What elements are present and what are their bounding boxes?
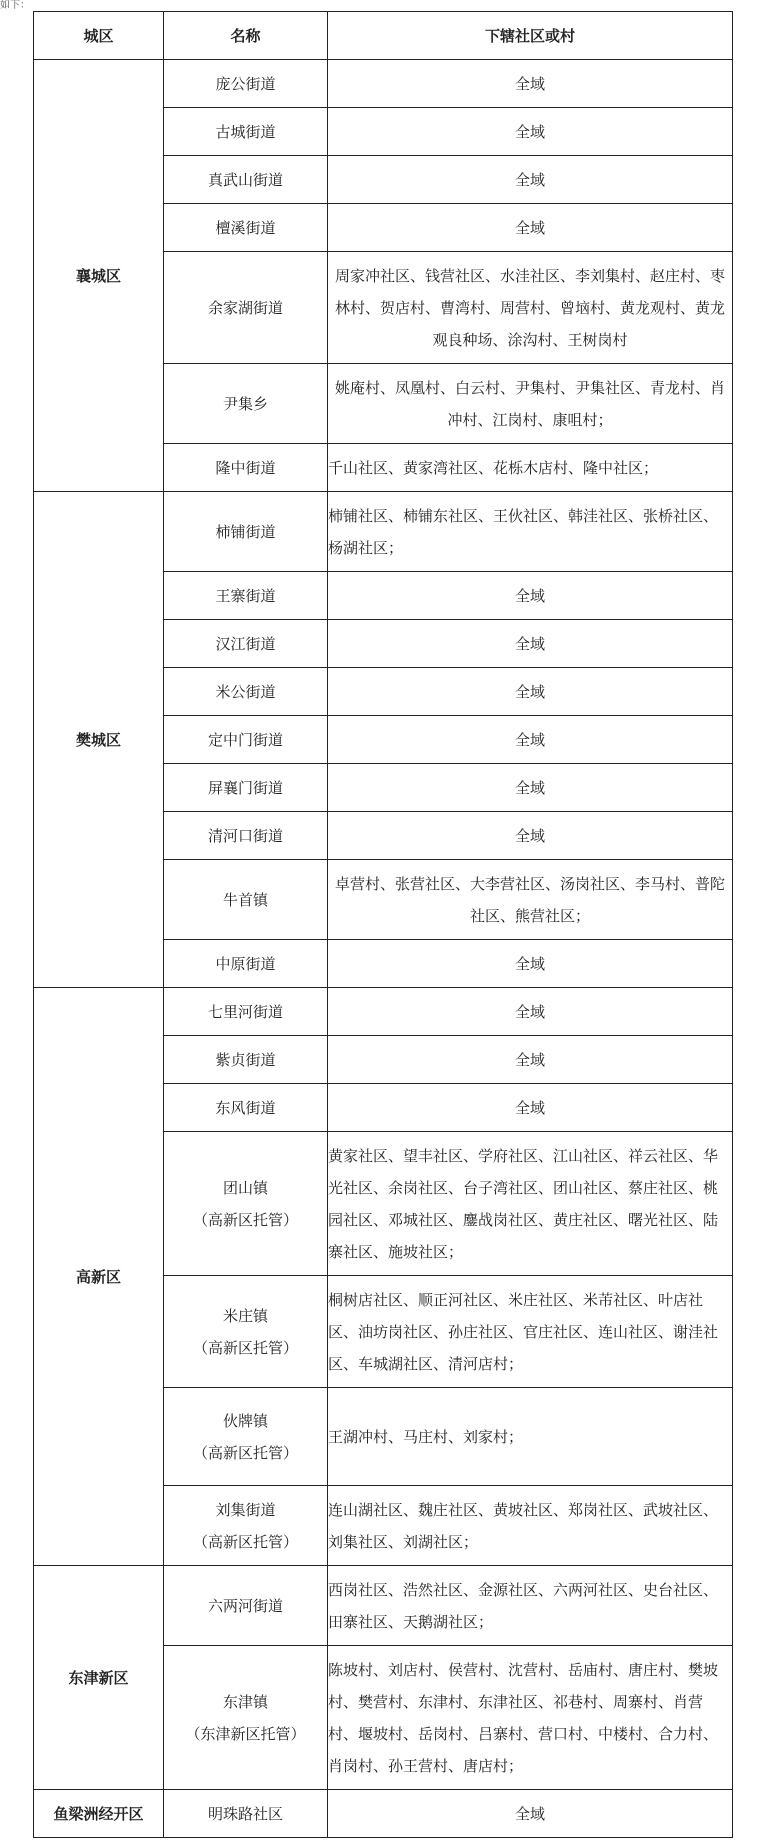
header-name: 名称 [164, 12, 328, 60]
area-cell: 王湖冲村、马庄村、刘家村； [328, 1388, 733, 1486]
area-cell: 全域 [328, 572, 733, 620]
area-cell: 全域 [328, 1790, 733, 1838]
table-header-row [34, 12, 733, 60]
area-cell: 全域 [328, 108, 733, 156]
name-note: （高新区托管） [192, 1210, 298, 1229]
area-cell: 卓营村、张营社区、大李营社区、汤岗社区、李马村、普陀社区、熊营社区； [328, 860, 733, 940]
name-cell [164, 1276, 328, 1388]
header-area: 下辖社区或村 [328, 12, 733, 60]
name-cell: 余家湖街道 [164, 252, 328, 364]
area-cell: 周家冲社区、钱营社区、水洼社区、李刘集村、赵庄村、枣林村、贺店村、曹湾村、周营村、曾垴村、黄龙观村、黄龙观良种场、涂沟村、王树岗村 [328, 252, 733, 364]
area-cell: 全域 [328, 204, 733, 252]
name-cell: 东风街道 [164, 1084, 328, 1132]
district-cell: 襄城区 [34, 60, 164, 492]
corner-text-fragment: 如下： [0, 0, 30, 11]
name-main: 团山镇 [222, 1178, 268, 1197]
name-cell: 中原街道 [164, 940, 328, 988]
name-note: （东津新区托管） [185, 1724, 306, 1743]
area-cell: 姚庵村、凤凰村、白云村、尹集村、尹集社区、青龙村、肖冲村、江岗村、康咀村； [328, 364, 733, 444]
name-cell: 檀溪街道 [164, 204, 328, 252]
table-row [34, 1790, 733, 1838]
name-main: 刘集街道 [215, 1500, 276, 1519]
name-cell: 真武山街道 [164, 156, 328, 204]
name-main: 米庄镇 [222, 1306, 268, 1325]
area-cell: 全域 [328, 668, 733, 716]
area-cell: 黄家社区、望丰社区、学府社区、江山社区、祥云社区、华光社区、余岗社区、台子湾社区、团山社区、蔡庄社区、桃园社区、邓城社区、鏖战岗社区、黄庄社区、曙光社区、陆寨社区、施坡社区； [328, 1132, 733, 1276]
area-cell: 全域 [328, 764, 733, 812]
area-cell: 全域 [328, 716, 733, 764]
area-cell: 全域 [328, 156, 733, 204]
district-cell: 鱼梁洲经开区 [34, 1790, 164, 1838]
area-cell: 全域 [328, 940, 733, 988]
name-note: （高新区托管） [192, 1443, 298, 1462]
area-cell: 连山湖社区、魏庄社区、黄坡社区、郑岗社区、武坡社区、刘集社区、刘湖社区； [328, 1486, 733, 1566]
area-cell: 全域 [328, 812, 733, 860]
name-note: （高新区托管） [192, 1338, 298, 1357]
district-cell: 东津新区 [34, 1566, 164, 1790]
table-row [34, 492, 733, 572]
name-cell: 汉江街道 [164, 620, 328, 668]
area-cell: 柿铺社区、柿铺东社区、王伙社区、韩洼社区、张桥社区、杨湖社区； [328, 492, 733, 572]
name-main: 东津镇 [222, 1692, 268, 1711]
area-cell: 全域 [328, 988, 733, 1036]
name-cell: 定中门街道 [164, 716, 328, 764]
name-cell: 米公街道 [164, 668, 328, 716]
name-cell: 六两河街道 [164, 1566, 328, 1646]
area-cell: 全域 [328, 620, 733, 668]
name-cell: 牛首镇 [164, 860, 328, 940]
area-cell: 千山社区、黄家湾社区、花栎木店村、隆中社区； [328, 444, 733, 492]
table-row [34, 988, 733, 1036]
name-cell: 明珠路社区 [164, 1790, 328, 1838]
header-district: 城区 [34, 12, 164, 60]
name-cell: 清河口街道 [164, 812, 328, 860]
name-cell [164, 1132, 328, 1276]
name-cell: 尹集乡 [164, 364, 328, 444]
name-cell: 柿铺街道 [164, 492, 328, 572]
area-cell: 陈坡村、刘店村、侯营村、沈营村、岳庙村、唐庄村、樊坡村、樊营村、东津村、东津社区、祁巷村、周寨村、肖营村、堰坡村、岳岗村、吕寨村、营口村、中楼村、合力村、肖岗村、孙王营村、唐店村； [328, 1646, 733, 1790]
table-row [34, 1566, 733, 1646]
district-table [33, 11, 733, 1838]
area-cell: 西岗社区、浩然社区、金源社区、六两河社区、史台社区、田寨社区、天鹅湖社区； [328, 1566, 733, 1646]
name-cell [164, 1388, 328, 1486]
name-cell [164, 1486, 328, 1566]
name-cell: 古城街道 [164, 108, 328, 156]
name-note: （高新区托管） [192, 1532, 298, 1551]
area-cell: 桐树店社区、顺正河社区、米庄社区、米芾社区、叶店社区、油坊岗社区、孙庄社区、官庄社区、连山社区、谢洼社区、车城湖社区、清河店村； [328, 1276, 733, 1388]
name-cell: 屏襄门街道 [164, 764, 328, 812]
name-cell: 隆中街道 [164, 444, 328, 492]
area-cell: 全域 [328, 1036, 733, 1084]
area-cell: 全域 [328, 60, 733, 108]
district-cell: 樊城区 [34, 492, 164, 988]
name-cell [164, 1646, 328, 1790]
name-main: 伙牌镇 [222, 1411, 268, 1430]
name-cell: 庞公街道 [164, 60, 328, 108]
name-cell: 王寨街道 [164, 572, 328, 620]
name-cell: 紫贞街道 [164, 1036, 328, 1084]
table-row [34, 60, 733, 108]
district-cell: 高新区 [34, 988, 164, 1566]
area-cell: 全域 [328, 1084, 733, 1132]
name-cell: 七里河街道 [164, 988, 328, 1036]
